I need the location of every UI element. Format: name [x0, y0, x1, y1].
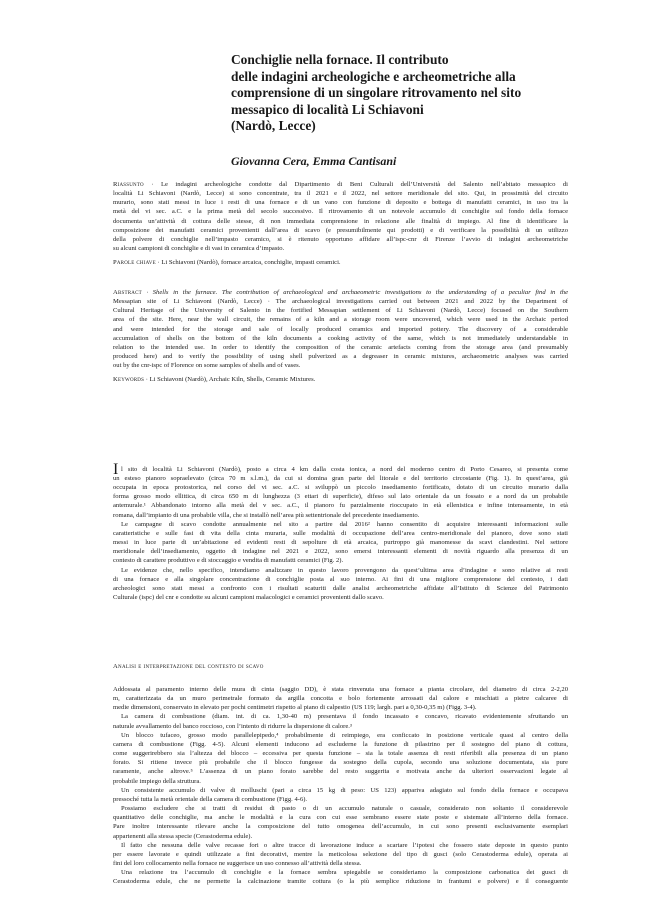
riassunto-label: Riassunto: [113, 181, 144, 188]
body-line: fini del loro collocamento nella fornace ne suggerisce un uso connesso all’attività della stessa.: [113, 859, 362, 867]
body-line: forma grosso modo ellittica, di circa 650 m di lunghezza (3 ettari di superficie), difeso sul lato orientale da un fossato e a nord da un probabile: [113, 493, 568, 501]
body-line: Una relazione tra l’accumulo di conchiglie e la fornace sembra spiegabile se consideriamo la composizione carbonatica dei gusci di: [121, 869, 568, 877]
abstract-line: relation to the intended use. In order to identify the composition of the ceramic artefacts coming from the storage area (and presumably: [113, 343, 568, 351]
body-line: Culturale (ispc) del cnr e condotte su alcuni campioni malacologici e ceramici provenienti dallo scavo.: [113, 594, 384, 602]
title-line: Conchiglie nella fornace. Il contributo: [231, 52, 449, 67]
title-line: delle indagini archeologiche e archeometriche alla: [231, 68, 516, 84]
abstract-line: Cultural Heritage of the University of Salento in the fortified Messapian settlement of Li Schiavoni (Nardò, Lecce) focused on the Southern: [113, 307, 568, 315]
body-line: come suggerirebbero sia l’altezza del blocco – eccessiva per questa funzione – sia la totale assenza di resti riferibili alla presenza di un piano: [113, 750, 568, 758]
riassunto-line: metà del vi sec. a.C. e la prima metà del secolo successivo. Il ritrovamento di un notevole accumulo di conchiglie sul fondo della fornace: [113, 208, 568, 216]
body-line: archeologici sono stati messi a confronto con i risultati scaturiti dalle analisi archeometriche affidate all’Istituto di Scienze del Patrimonio: [113, 584, 568, 592]
abstract-block: [113, 288, 568, 370]
parole-chiave-text: · Li Schiavoni (Nardò), fornace arcaica, conchiglie, impasti ceramici.: [155, 259, 341, 266]
title-line: messapico di località Li Schiavoni: [231, 101, 424, 117]
body-line: per essere lavorate e quindi utilizzate a fini decorativi, mentre la meticolosa selezione del tipo di gusci (solo Cerastoderma edule), operata ai: [113, 850, 568, 858]
body-line: Un blocco tufaceo, grosso modo parallelepipedo,⁴ probabilmente di reimpiego, era conficcato in posizione verticale quasi al centro della: [121, 731, 568, 739]
parole-chiave: [113, 258, 568, 267]
abstract-line: produced here) and to verify the possibility of using shell pulverized as a degreaser in ceramic mixtures, archaeometric analyses was carried: [113, 353, 568, 361]
riassunto-line: su alcuni campioni di conchiglie e di vasi in ceramica d’impasto.: [113, 245, 285, 253]
body-line: La camera di combustione (diam. int. di ca. 1,30-40 m) presentava il fondo incassato e concavo, ricavato evidentemente sfruttando un: [121, 713, 568, 721]
body-line: Le campagne di scavo condotte annualmente nel sito a partire dal 2016² hanno consentito di acquisire interessanti informazioni sulle: [121, 520, 568, 528]
abstract-line: area of the site. Here, near the wall circuit, the remains of a kiln and a storage room were uncovered, which were used in the Archaic period: [113, 316, 568, 324]
body-line: Le evidenze che, nello specifico, intendiamo analizzare in questo lavoro provengono da quest’ultima area d’indagine e sono relative ai resti: [121, 566, 568, 574]
abstract-line: accumulation of shells on the bottom of the kiln documents a cooking activity of the same, which is not immediately understandable in: [113, 334, 568, 342]
parole-chiave-label: Parole chiave: [113, 259, 156, 266]
body-line: messi in luce parte di un’abitazione ed evidenti resti di sepolture di età arcaica, purtroppo già manomesse da scavi clandestini. Nel settore: [113, 539, 568, 547]
section-block: [113, 685, 568, 886]
title-line: (Nardò, Lecce): [231, 118, 316, 134]
title-line: comprensione di un singolare ritrovamento nel sito: [231, 85, 522, 101]
body-line: meridionale dell’insediamento, oggetto di indagine nel 2021 e 2022, sono emersi interessanti elementi di novità riguardo alla presenza di un: [113, 548, 568, 556]
body-line: m, caratterizzata da un muro perimetrale formato da argilla concotta e bolo fortemente arrossati dal calore e mischiati a pietre calcaree di: [113, 695, 568, 703]
section-heading: Analisi e interpretazione del contesto di scavo: [113, 663, 264, 670]
body-line: Il fatto che nessuna delle valve recasse fori o altre tracce di lavorazione induce a scartare l’ipotesi che fossero state deposte in questo punto: [121, 841, 568, 849]
authors: Giovanna Cera, Emma Cantisani: [231, 153, 397, 168]
body-line: un esteso pianoro sopraelevato (circa 70 m s.l.m.), da cui si domina gran parte del litorale e del territorio circostante (Fig. 1). In quest’area, già: [113, 475, 568, 482]
keywords: [113, 375, 568, 384]
body-line: raramente, anche altrove.⁵ L’assenza di un piano forato sarebbe del resto suggerita e motivata anche da ulteriori osservazioni legate al: [113, 768, 568, 776]
title-block: [231, 52, 571, 169]
riassunto-line: composizione dei manufatti ceramici provenienti dall’area di scavo (e presumibilmente qui prodotti) e di verificare la possibilità di un utilizzo: [113, 226, 568, 234]
abstract-line: · Shells in the furnace. The contribution of archaeological and archaeometric investigations to the understanding of a peculiar find in the: [141, 289, 568, 296]
body-line: antemurale.¹ Abbandonato intorno alla metà del v sec. a.C., il pianoro fu parzialmente rioccupato in età ellenistica e infine intensamente, in età: [113, 502, 568, 510]
intro-first-line: [121, 465, 568, 474]
body-line: appartenenti alla stessa specie (Cerastoderma edule).: [113, 832, 253, 840]
body-line: pressoché tutta la metà orientale della camera di combustione (Figg. 4-6).: [113, 795, 308, 803]
abstract-line: out by the cnr-ispc of Florence on some samples of shells and of vases.: [113, 362, 301, 370]
body-line: probabile impiego della struttura.: [113, 777, 201, 785]
body-line: Possiamo escludere che si tratti di residui di pasto o di un accumulo naturale o casuale, considerato non soltanto il considerevole: [121, 805, 568, 813]
body-line: quantitativo delle conchiglie, ma anche le modalità e la cura con cui esse sembrano essere state poste e sistemate all’interno della fornace.: [113, 814, 568, 822]
body-line: l sito di località Li Schiavoni (Nardò), posto a circa 4 km dalla costa ionica, a nord del moderno centro di Porto Cesareo, si presenta come: [121, 466, 568, 473]
body-line: forato. Si ritiene invece più probabile che il blocco fungesse da sostegno della cupola, secondo una soluzione documentata, sia pure: [113, 759, 568, 767]
riassunto-line: della polvere di conchiglie nell’impasto ceramico, si è ritenuto opportuno affidare all’ispc-cnr di Firenze l’avvio di indagini archeometriche: [113, 235, 568, 243]
abstract-label: Abstract: [113, 289, 142, 296]
body-line: Addossata al paramento interno delle mura di cinta (saggio DD), è stata rinvenuta una fornace a pianta circolare, del diametro di circa 2-2,20: [113, 686, 568, 693]
dropcap: I: [113, 461, 119, 478]
body-line: di una fornace e alla singolare concentrazione di conchiglie posta al suo interno. Ai fini di una migliore comprensione del contesto, i dati: [113, 575, 568, 583]
abstract-line: and were intended for the storage and sale of locally produced ceramics and imported pottery. The discovery of a considerable: [113, 325, 568, 333]
body-line: Cerastoderma edule, che ne permette la calcinazione tramite cottura (o la più semplice riduzione in frantumi e polvere) e il conseguente: [113, 878, 568, 886]
intro-block: [113, 474, 568, 602]
riassunto-line: murario, sono stati messi in luce i resti di una fornace e di un vano con funzione di deposito e bottega di manufatti ceramici, in uso tra la: [113, 199, 568, 207]
keywords-label: Keywords: [113, 376, 145, 383]
body-line: contesto di carattere produttivo e di stoccaggio e vendita di manufatti ceramici (Fig. 2).: [113, 557, 344, 565]
riassunto-line: località Li Schiavoni (Nardò, Lecce) si sono concentrate, tra il 2021 e il 2022, nel settore meridionale del sito. Qui, in prossimità del circuito: [113, 190, 568, 198]
body-line: caratteristiche e sulle fasi di vita della cinta muraria, sulle modalità di occupazione dell’area centro-meridionale del pianoro, dove sono stati: [113, 529, 568, 537]
body-line: romana, dall’impianto di una probabile villa, che si installò nell’area più settentrionale del precedente insediamento.: [113, 511, 420, 519]
keywords-text: · Li Schiavoni (Nardò), Archaic Kiln, Shells, Ceramic Mixtures.: [144, 376, 316, 383]
riassunto-line: · Le indagini archeologiche condotte dal Dipartimento di Beni Culturali dell’Università del Salento nell’abitato messapico di: [143, 181, 568, 188]
article-title: [231, 52, 571, 135]
body-line: occupata in epoca protostorica, nel corso del vi sec. a.C. si sviluppò un piccolo insediamento fortificato, dotato di un circuito murario dalla: [113, 484, 568, 492]
body-line: Pare inoltre interessante rilevare anche la composizione del tutto omogenea dell’accumulo, in cui sono presenti esclusivamente esemplari: [113, 823, 568, 831]
body-line: Un consistente accumulo di valve di molluschi (pari a circa 15 kg di peso: US 123) appariva adagiato sul fondo della fornace e occupava: [121, 786, 568, 794]
riassunto-line: documenta un’attività di cottura delle stesse, di non immediata comprensione in relazione alle finalità di impiego. Al fine di identificare la: [113, 217, 568, 225]
body-line: medie dimensioni, conservato in elevato per pochi centimetri rispetto al piano di calpestio (US 119; largh. pari a 0,30-0,35 m) (Figg. 3-4).: [113, 704, 477, 712]
riassunto-block: [113, 180, 568, 253]
body-line: naturale avvallamento del banco roccioso, con l’intento di ridurre la dispersione di calore.³: [113, 722, 352, 730]
body-line: camera di combustione (Figg. 4-5). Alcuni elementi inducono ad escluderne la funzione di pilastrino per il sostegno del piano di cottura,: [113, 740, 568, 748]
abstract-line: Messapian site of Li Schiavoni (Nardò, Lecce) · The archaeological investigations carried out between 2021 and 2022 by the Department of: [113, 298, 568, 306]
